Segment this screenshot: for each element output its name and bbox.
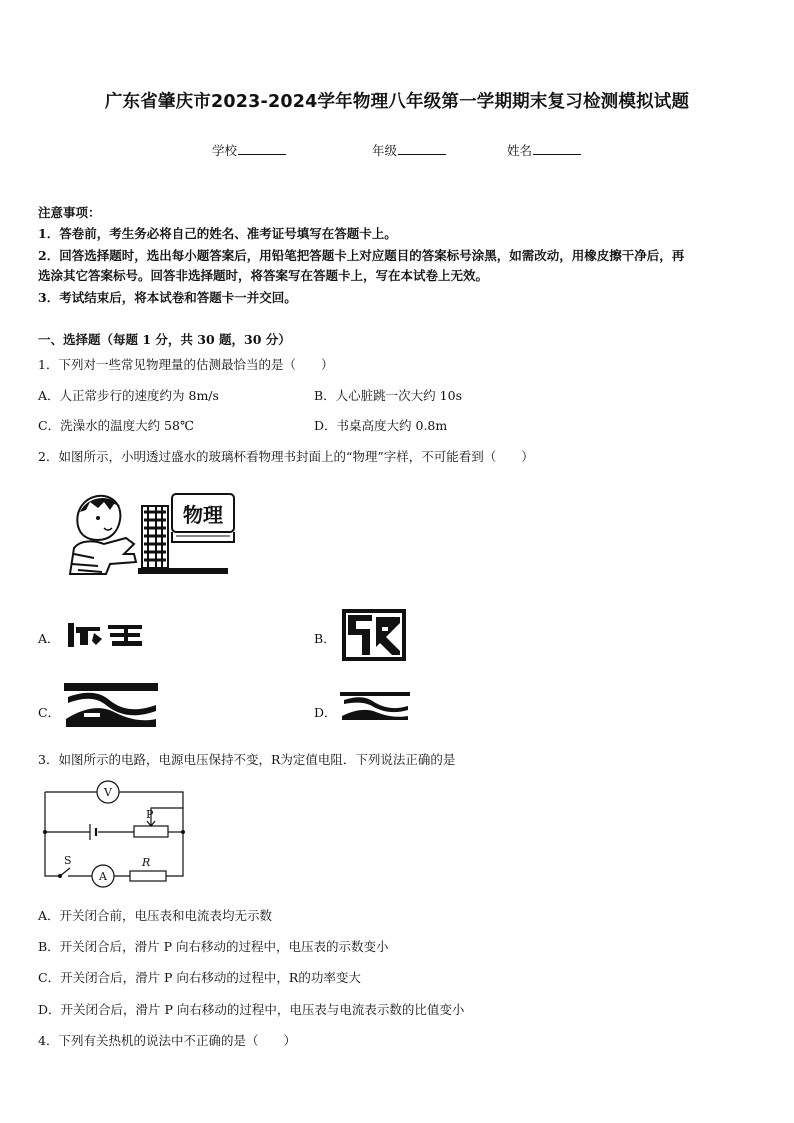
q3-option-c: C．开关闭合后，滑片 P 向右移动的过程中，R的功率变大 [38, 970, 361, 985]
q2-option-a-image [66, 619, 146, 651]
q3-option-b: B．开关闭合后，滑片 P 向右移动的过程中，电压表的示数变小 [38, 939, 389, 954]
grade-label: 年级 [372, 143, 398, 158]
notice-item-1: 1．答卷前，考生务必将自己的姓名、准考证号填写在答题卡上。 [38, 226, 397, 241]
q2-option-a: A． [38, 631, 60, 646]
q2-option-d-image [340, 692, 412, 722]
switch-label: S [64, 854, 72, 867]
notice-item-3: 3．考试结束后，将本试卷和答题卡一并交回。 [38, 290, 297, 305]
q1-option-a: A．人正常步行的速度约为 8m/s [38, 388, 219, 403]
grade-blank [398, 142, 446, 155]
section-heading: 一、选择题（每题 1 分，共 30 题，30 分） [38, 332, 291, 347]
q1-option-c: C．洗澡水的温度大约 58℃ [38, 418, 194, 433]
q2-figure-text: 物理 [183, 503, 223, 527]
voltmeter-label: V [104, 786, 112, 799]
school-blank [238, 142, 286, 155]
q2-stem: 2．如图所示，小明透过盛水的玻璃杯看物理书封面上的“物理”字样，不可能看到（ ） [38, 449, 534, 464]
q3-stem: 3．如图所示的电路，电源电压保持不变，R为定值电阻．下列说法正确的是 [38, 752, 456, 767]
q1-option-b: B．人心脏跳一次大约 10s [314, 388, 462, 403]
q3-option-a: A．开关闭合前，电压表和电流表均无示数 [38, 908, 273, 923]
notice-item-2: 2．回答选择题时，选出每小题答案后，用铅笔把答题卡上对应题目的答案标号涂黑，如需改动，用橡皮擦干净后，再 [38, 248, 685, 263]
page-title: 广东省肇庆市2023-2024学年物理八年级第一学期期末复习检测模拟试题 [104, 92, 690, 112]
q2-option-b-image [342, 609, 408, 663]
q3-circuit-diagram [40, 780, 190, 890]
school-label: 学校 [212, 143, 238, 158]
q2-option-b: B． [314, 631, 336, 646]
q2-option-c-image [64, 683, 160, 729]
name-blank [533, 142, 581, 155]
q2-option-c: C． [38, 705, 61, 720]
q4-stem: 4．下列有关热机的说法中不正确的是（ ） [38, 1033, 296, 1048]
school-field [212, 141, 286, 159]
grade-field [372, 141, 446, 159]
q2-illustration [64, 488, 244, 576]
q2-option-d: D． [314, 705, 337, 720]
notice-heading: 注意事项： [38, 205, 101, 220]
q1-stem: 1．下列对一些常见物理量的估测最恰当的是（ ） [38, 357, 334, 372]
q3-option-d: D．开关闭合后，滑片 P 向右移动的过程中，电压表与电流表示数的比值变小 [38, 1002, 465, 1017]
slider-label: P [146, 808, 154, 821]
name-field [507, 141, 581, 159]
notice-item-2-cont: 选涂其它答案标号。回答非选择题时，将答案写在答题卡上，写在本试卷上无效。 [38, 268, 489, 283]
resistor-label: R [142, 856, 151, 869]
ammeter-label: A [99, 870, 107, 883]
q1-option-d: D．书桌高度大约 0.8m [314, 418, 448, 433]
name-label: 姓名 [507, 143, 533, 158]
